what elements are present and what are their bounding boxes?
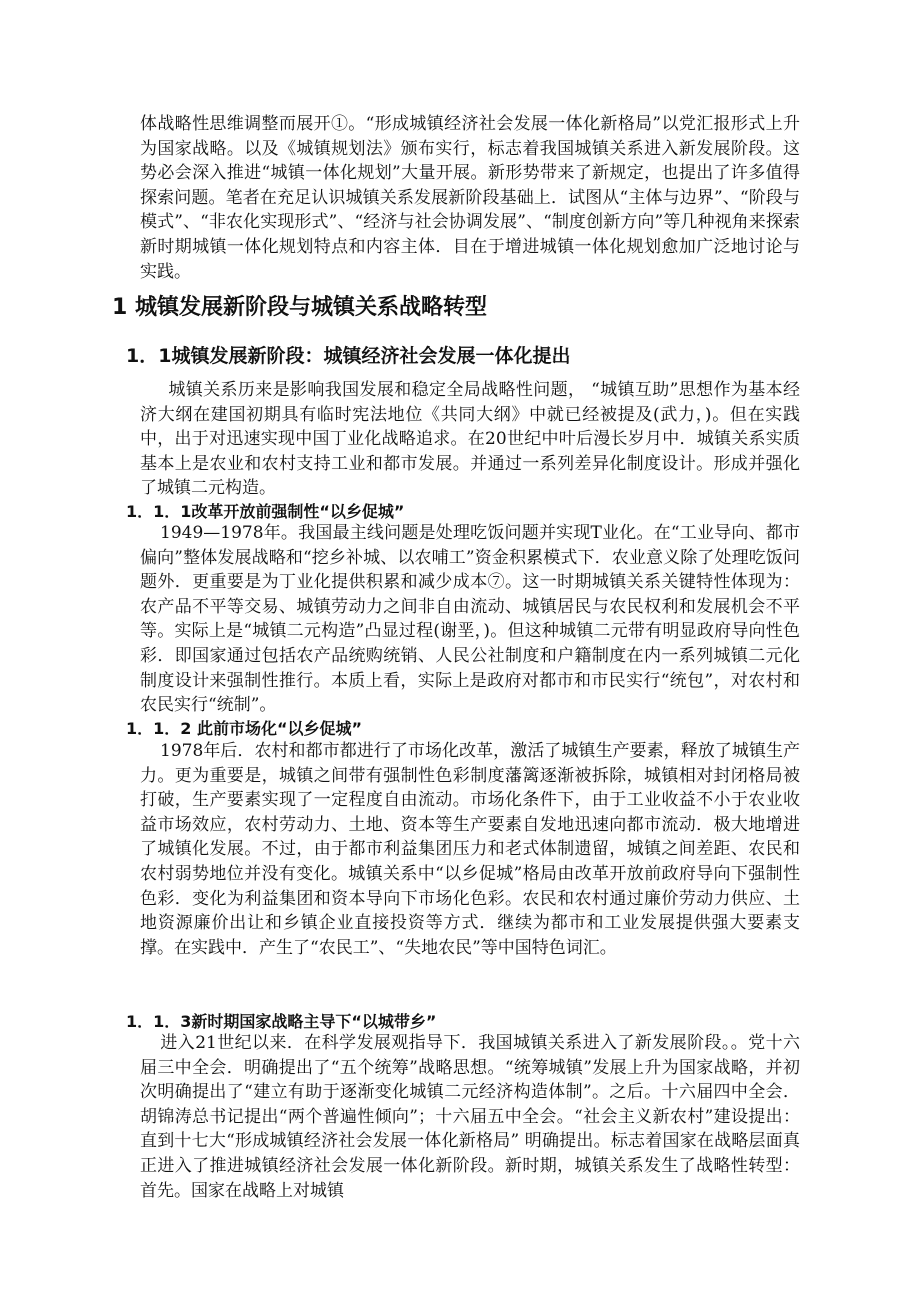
item-paragraph-3 [140,1031,800,1203]
item-paragraph-2 [140,739,800,960]
item-heading-2: 1．1．2 此前市场化“以乡促城” [126,719,363,738]
subsection-paragraph [140,378,800,501]
item-paragraph-3-text: 进入21世纪以来．在科学发展观指导下．我国城镇关系进入了新发展阶段。。党十六届三中全会．明确提出了“五个统筹”战略思想。“统筹城镇”发展上升为国家战略，并初次明确提出了“建立有助于逐渐变化城镇二元经济构造体制”。之后。十六届四中全会．胡锦涛总书记提出“两个普遍性倾向”；十六届五中全会。“社会主义新农村”建设提出：直到十七大“形成城镇经济社会发展一体化新格局” 明确提出。标志着国家在战略层面真正进入了推进城镇经济社会发展一体化新阶段。新时期，城镇关系发生了战略性转型：首先。国家在战略上对城镇 [140,1033,800,1201]
intro-paragraph: 体战略性思维调整而展开①。“形成城镇经济社会发展一体化新格局”以党汇报形式上升为国家战略。以及《城镇规划法》颁布实行，标志着我国城镇关系进入新发展阶段。这势必会深入推进“城镇一体化规划”大量开展。新形势带来了新规定，也提出了许多值得探索问题。笔者在充足认识城镇关系发展新阶段基础上．试图从“主体与边界”、“阶段与模式”、“非农化实现形式”、“经济与社会协调发展”、“制度创新方向”等几种视角来探索新时期城镇一体化规划特点和内容主体．目在于增进城镇一体化规划愈加广泛地讨论与实践。 [140,114,800,282]
item-paragraph-1-text: 1949—1978年。我国最主线问题是处理吃饭问题并实现T业化。在“工业导向、都市偏向”整体发展战略和“挖乡补城、以农哺工”资金积累模式下．农业意义除了处理吃饭问题外．更重要是为丁业化提供积累和减少成本⑦。这一时期城镇关系关键特性体现为：农产品不平等交易、城镇劳动力之间非自由流动、城镇居民与农民权利和发展机会不平等。实际上是“城镇二元构造”凸显过程(谢垩，)。但这种城镇二元带有明显政府导向性色彩．即国家通过包括农产品统购统销、人民公社制度和户籍制度在内一系列城镇二元化制度设计来强制性推行。本质上看，实际上是政府对都市和市民实行“统包”，对农村和农民实行“统制”。 [140,523,800,716]
item-heading-1: 1．1．1改革开放前强制性“以乡促城” [126,502,405,521]
item-heading-3: 1．1．3新时期国家战略主导下“以城带乡” [126,1012,437,1031]
section-heading: 1 城镇发展新阶段与城镇关系战略转型 [112,295,487,320]
item-paragraph-2-text: 1978年后．农村和都市都进行了市场化改革，激活了城镇生产要素，释放了城镇生产力。更为重要是，城镇之间带有强制性色彩制度藩篱逐渐被拆除，城镇相对封闭格局被打破，生产要素实现了一定程度自由流动。市场化条件下，由于工业收益不小于农业收益市场效应，农村劳动力、土地、资本等生产要素自发地迅速向都市流动．极大地增进了城镇化发展。不过，由于都市利益集团压力和老式体制遗留，城镇之间差距、农民和农村弱势地位并没有变化。城镇关系中“以乡促城”格局由改革开放前政府导向下强制性色彩．变化为利益集团和资本导向下市场化色彩。农民和农村通过廉价劳动力供应、土地资源廉价出让和乡镇企业直接投资等方式．继续为都市和工业发展提供强大要素支撑。在实践中．产生了“农民工”、“失地农民”等中国特色词汇。 [140,741,800,958]
item-paragraph-1 [140,521,800,718]
subsection-paragraph-text: 城镇关系历来是影响我国发展和稳定全局战略性问题， “城镇互助”思想作为基本经济大纲在建国初期具有临时宪法地位《共同大纲》中就已经被提及(武力，)。但在实践中，出于对迅速实现中国丁业化战略追求。在20世纪中叶后漫长岁月中．城镇关系实质基本上是农业和农村支持工业和都市发展。并通过一系列差异化制度设计。形成并强化了城镇二元构造。 [140,380,800,499]
subsection-heading: 1．1城镇发展新阶段：城镇经济社会发展一体化提出 [126,345,571,367]
